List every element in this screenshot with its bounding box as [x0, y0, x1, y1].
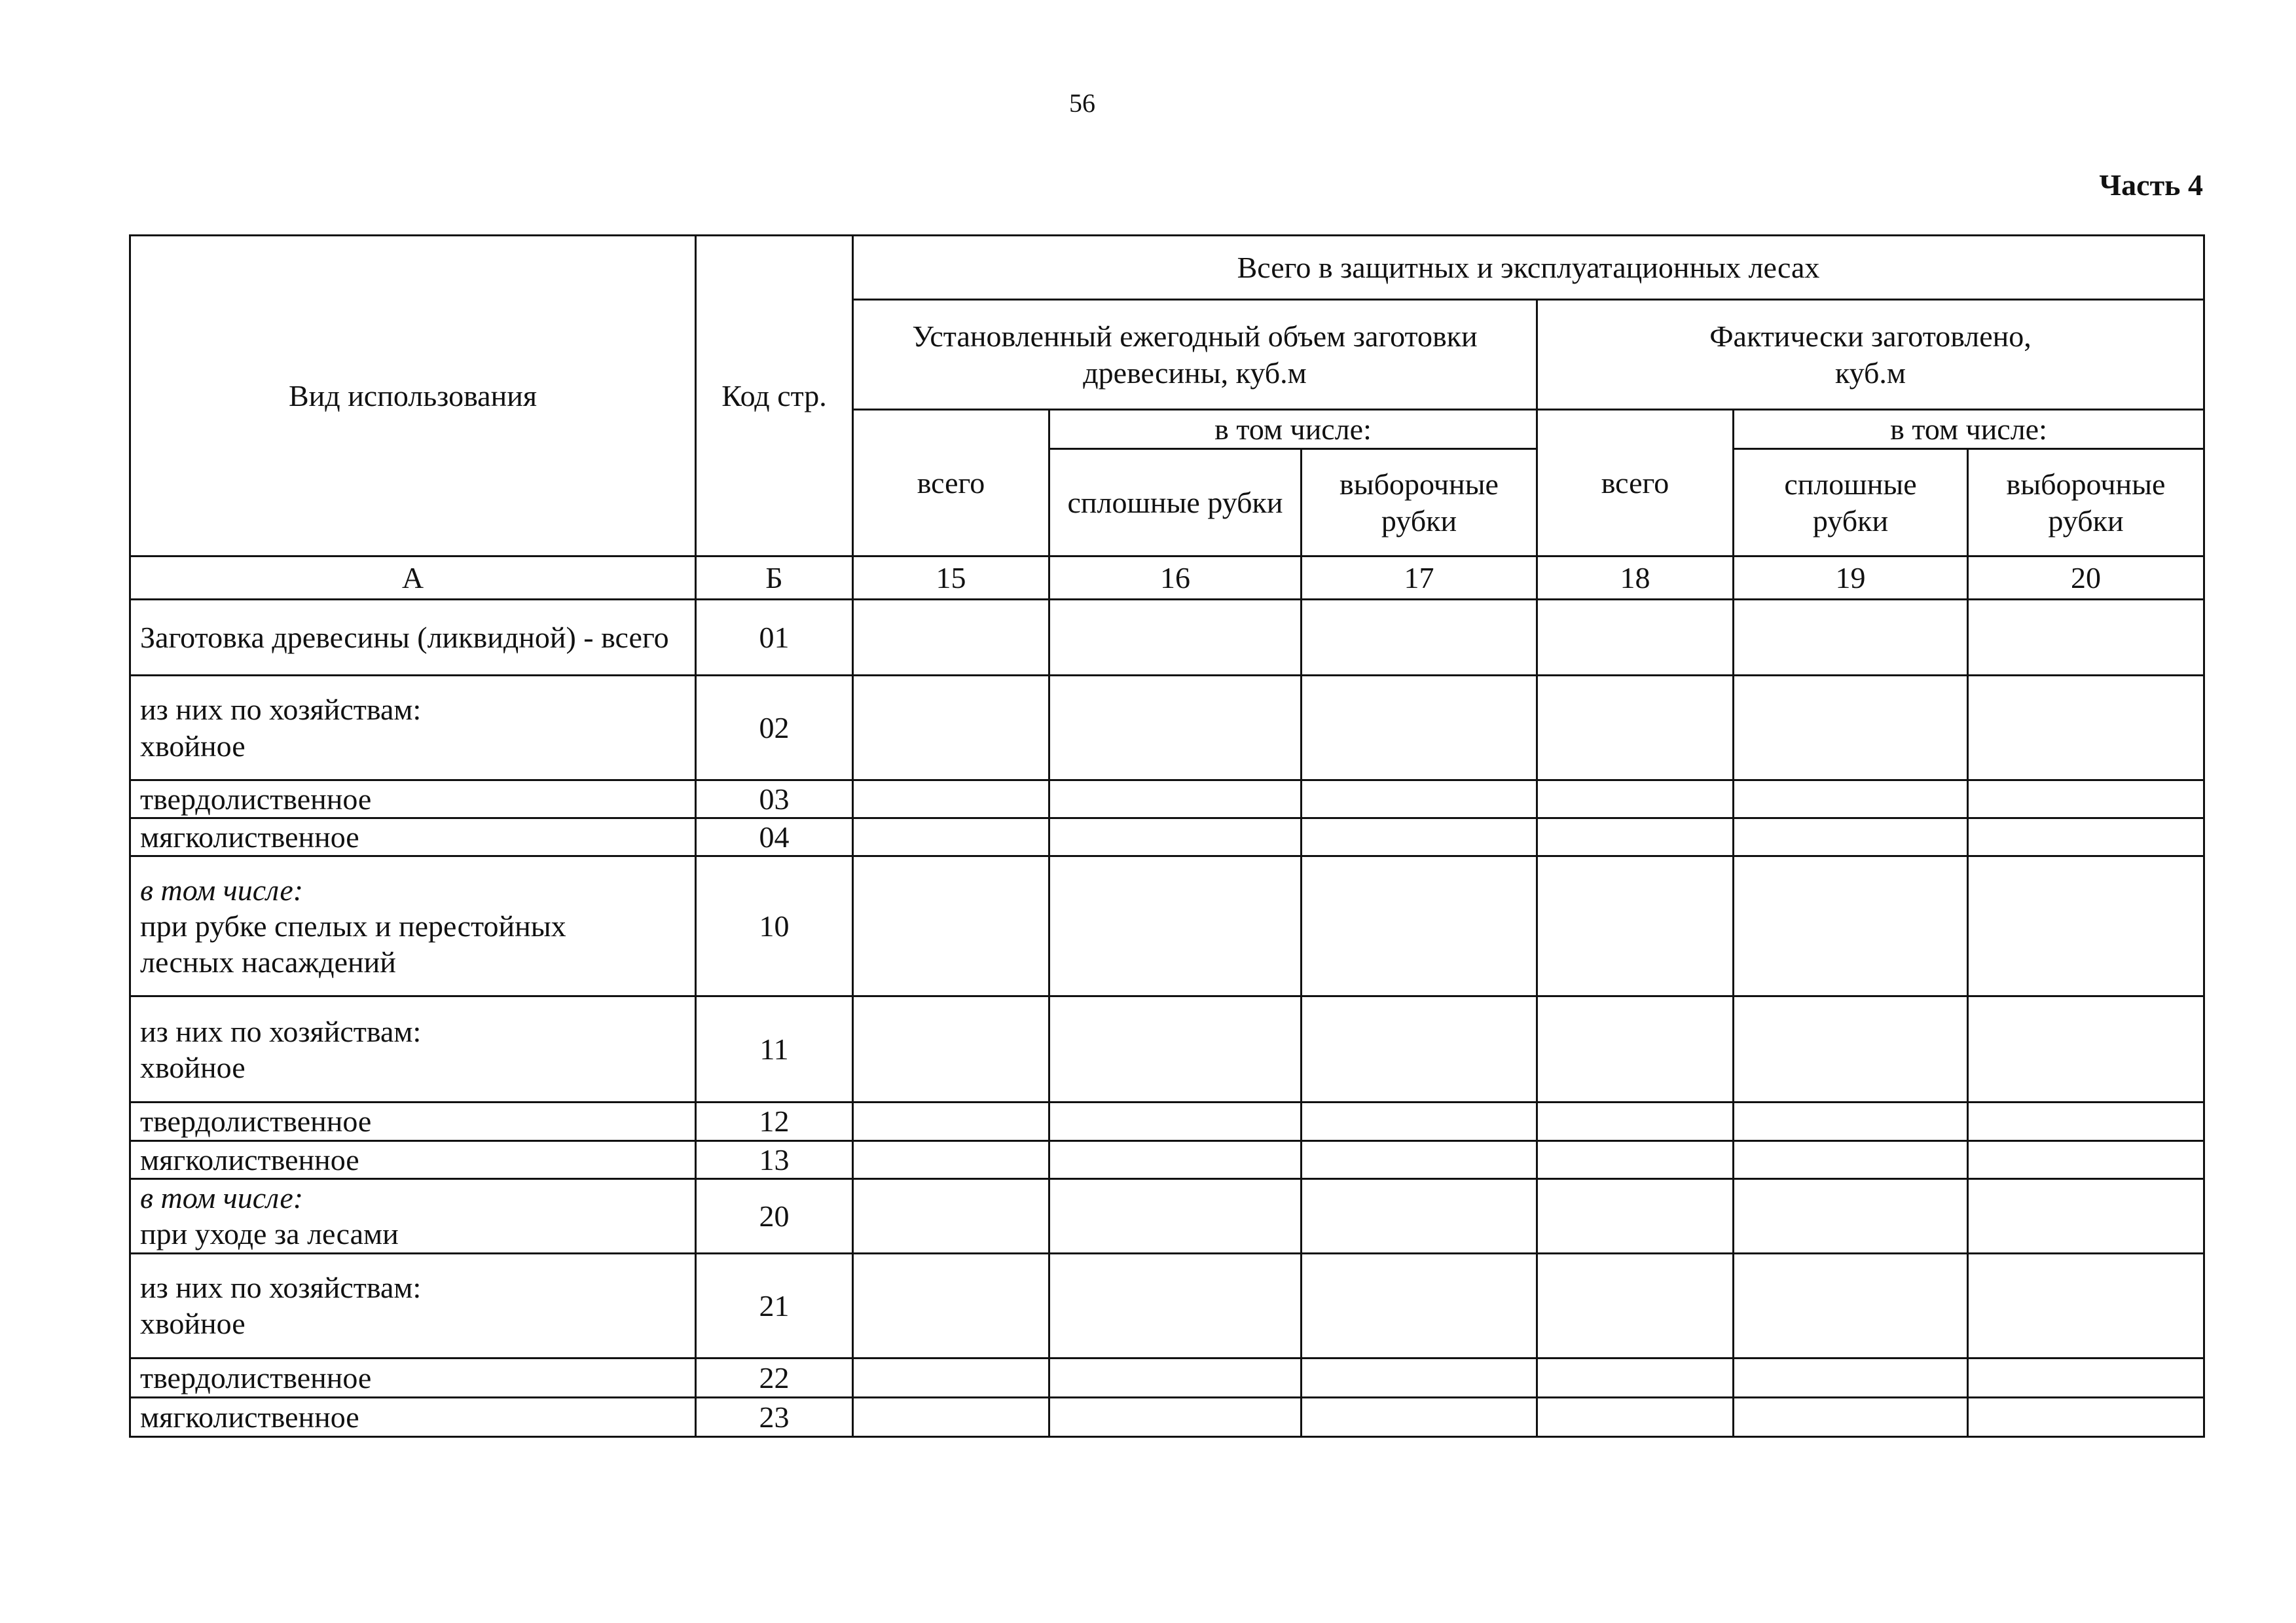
- value-cell[interactable]: [853, 856, 1049, 996]
- row-label-italic: в том числе:: [140, 1181, 304, 1215]
- value-cell[interactable]: [853, 1140, 1049, 1178]
- value-cell[interactable]: [1968, 1397, 2204, 1436]
- header-actual-line1: Фактически заготовлено,: [1709, 319, 2032, 354]
- value-cell[interactable]: [1968, 1253, 2204, 1358]
- table-body: [130, 600, 2204, 1437]
- value-cell[interactable]: [1049, 1358, 1302, 1397]
- value-cell[interactable]: [1734, 1397, 1968, 1436]
- header-total-forests: Всего в защитных и эксплуатационных лесах: [853, 236, 2204, 300]
- header-actual-line2: куб.м: [1834, 356, 1906, 390]
- row-label: мягколиственное: [130, 818, 696, 856]
- column-number-a: А: [130, 556, 696, 600]
- row-code: 12: [696, 1103, 853, 1140]
- row-label: твердолиственное: [130, 780, 696, 818]
- value-cell[interactable]: [1049, 818, 1302, 856]
- value-cell[interactable]: [1049, 780, 1302, 818]
- column-number-15: 15: [853, 556, 1049, 600]
- value-cell[interactable]: [1734, 996, 1968, 1103]
- table-row: [130, 856, 2204, 996]
- row-label: [130, 856, 696, 996]
- header-established-volume: Установленный ежегодный объем заготовки древесины, куб.м: [853, 300, 1537, 410]
- value-cell[interactable]: [1537, 1397, 1734, 1436]
- value-cell[interactable]: [1302, 780, 1537, 818]
- value-cell[interactable]: [1734, 676, 1968, 780]
- table-row: [130, 1103, 2204, 1140]
- value-cell[interactable]: [1734, 1358, 1968, 1397]
- table-row: [130, 1397, 2204, 1436]
- row-code: 20: [696, 1178, 853, 1253]
- value-cell[interactable]: [853, 818, 1049, 856]
- row-label: твердолиственное: [130, 1358, 696, 1397]
- value-cell[interactable]: [1049, 1140, 1302, 1178]
- value-cell[interactable]: [1049, 996, 1302, 1103]
- value-cell[interactable]: [1302, 1253, 1537, 1358]
- column-number-19: 19: [1734, 556, 1968, 600]
- value-cell[interactable]: [853, 676, 1049, 780]
- value-cell[interactable]: [853, 996, 1049, 1103]
- value-cell[interactable]: [1734, 818, 1968, 856]
- timber-harvest-table: [129, 234, 2205, 1438]
- row-label-line1: из них по хозяйствам:: [140, 1271, 422, 1305]
- value-cell[interactable]: [1968, 600, 2204, 676]
- row-code: 04: [696, 818, 853, 856]
- value-cell[interactable]: [1968, 676, 2204, 780]
- value-cell[interactable]: [1302, 996, 1537, 1103]
- row-label: мягколиственное: [130, 1397, 696, 1436]
- row-label-line2: хвойное: [140, 1307, 246, 1341]
- row-label-line2: лесных насаждений: [140, 945, 396, 979]
- value-cell[interactable]: [1302, 818, 1537, 856]
- value-cell[interactable]: [853, 600, 1049, 676]
- column-number-b: Б: [696, 556, 853, 600]
- value-cell[interactable]: [1537, 856, 1734, 996]
- row-label: [130, 1253, 696, 1358]
- table-row: [130, 1253, 2204, 1358]
- value-cell[interactable]: [1734, 1140, 1968, 1178]
- row-code: 02: [696, 676, 853, 780]
- row-label-line1: при рубке спелых и перестойных: [140, 909, 566, 943]
- value-cell[interactable]: [853, 1358, 1049, 1397]
- value-cell[interactable]: [853, 1103, 1049, 1140]
- value-cell[interactable]: [1968, 856, 2204, 996]
- row-code: 01: [696, 600, 853, 676]
- column-number-16: 16: [1049, 556, 1302, 600]
- header-line-code: Код стр.: [696, 236, 853, 556]
- value-cell[interactable]: [853, 1178, 1049, 1253]
- row-code: 13: [696, 1140, 853, 1178]
- value-cell[interactable]: [1734, 780, 1968, 818]
- header-actually-harvested: [1537, 300, 2204, 410]
- header-usage-type: Вид использования: [130, 236, 696, 556]
- header-total-15: всего: [853, 410, 1049, 556]
- row-code: 23: [696, 1397, 853, 1436]
- row-code: 03: [696, 780, 853, 818]
- value-cell[interactable]: [1049, 600, 1302, 676]
- column-number-20: 20: [1968, 556, 2204, 600]
- part-label: Часть 4: [2099, 168, 2203, 202]
- value-cell[interactable]: [1968, 818, 2204, 856]
- value-cell[interactable]: [1537, 1103, 1734, 1140]
- row-code: 22: [696, 1358, 853, 1397]
- row-label: [130, 1178, 696, 1253]
- row-label-line2: хвойное: [140, 1050, 246, 1084]
- value-cell[interactable]: [853, 1397, 1049, 1436]
- value-cell[interactable]: [1537, 1178, 1734, 1253]
- table-header: [130, 236, 2204, 600]
- value-cell[interactable]: [1537, 1140, 1734, 1178]
- value-cell[interactable]: [1049, 676, 1302, 780]
- header-including-16-17: в том числе:: [1049, 410, 1537, 449]
- row-label: [130, 996, 696, 1103]
- row-code: 10: [696, 856, 853, 996]
- table-row: [130, 780, 2204, 818]
- value-cell[interactable]: [1537, 600, 1734, 676]
- value-cell[interactable]: [853, 780, 1049, 818]
- header-including-19-20: в том числе:: [1734, 410, 2204, 449]
- value-cell[interactable]: [1302, 1140, 1537, 1178]
- value-cell[interactable]: [1302, 1178, 1537, 1253]
- value-cell[interactable]: [1302, 856, 1537, 996]
- column-number-17: 17: [1302, 556, 1537, 600]
- row-label: [130, 676, 696, 780]
- value-cell[interactable]: [1537, 1253, 1734, 1358]
- row-label-line1: из них по хозяйствам:: [140, 693, 422, 727]
- page-number: 56: [1069, 88, 1095, 118]
- value-cell[interactable]: [1968, 996, 2204, 1103]
- value-cell[interactable]: [1049, 1178, 1302, 1253]
- row-label: Заготовка древесины (ликвидной) - всего: [130, 600, 696, 676]
- value-cell[interactable]: [1968, 1103, 2204, 1140]
- row-label-line1: из них по хозяйствам:: [140, 1014, 422, 1048]
- value-cell[interactable]: [1302, 1103, 1537, 1140]
- table-row: [130, 676, 2204, 780]
- value-cell[interactable]: [1302, 1397, 1537, 1436]
- row-code: 21: [696, 1253, 853, 1358]
- value-cell[interactable]: [1734, 1253, 1968, 1358]
- column-number-row: [130, 556, 2204, 600]
- value-cell[interactable]: [1968, 780, 2204, 818]
- value-cell[interactable]: [1049, 1397, 1302, 1436]
- header-clear-cut-19: сплошные рубки: [1734, 449, 1968, 556]
- column-number-18: 18: [1537, 556, 1734, 600]
- row-code: 11: [696, 996, 853, 1103]
- header-selective-cut-17: выборочные рубки: [1302, 449, 1537, 556]
- value-cell[interactable]: [1537, 996, 1734, 1103]
- header-selective-cut-20: выборочные рубки: [1968, 449, 2204, 556]
- value-cell[interactable]: [1734, 1103, 1968, 1140]
- table-row: [130, 1140, 2204, 1178]
- row-label-line1: при уходе за лесами: [140, 1217, 399, 1251]
- header-clear-cut-16: сплошные рубки: [1049, 449, 1302, 556]
- value-cell[interactable]: [1734, 1178, 1968, 1253]
- table-row: [130, 996, 2204, 1103]
- row-label-line2: хвойное: [140, 729, 246, 763]
- value-cell[interactable]: [1968, 1140, 2204, 1178]
- value-cell[interactable]: [1734, 856, 1968, 996]
- value-cell[interactable]: [1968, 1178, 2204, 1253]
- value-cell[interactable]: [1302, 1358, 1537, 1397]
- value-cell[interactable]: [1537, 1358, 1734, 1397]
- table-row: [130, 1178, 2204, 1253]
- value-cell[interactable]: [853, 1253, 1049, 1358]
- table-row: [130, 1358, 2204, 1397]
- value-cell[interactable]: [1302, 600, 1537, 676]
- value-cell[interactable]: [1537, 676, 1734, 780]
- value-cell[interactable]: [1302, 676, 1537, 780]
- row-label: мягколиственное: [130, 1140, 696, 1178]
- row-label: твердолиственное: [130, 1103, 696, 1140]
- row-label-italic: в том числе:: [140, 873, 304, 907]
- header-total-18: всего: [1537, 410, 1734, 556]
- value-cell[interactable]: [1968, 1358, 2204, 1397]
- table-row: [130, 818, 2204, 856]
- value-cell[interactable]: [1537, 780, 1734, 818]
- value-cell[interactable]: [1049, 1253, 1302, 1358]
- value-cell[interactable]: [1049, 856, 1302, 996]
- value-cell[interactable]: [1049, 1103, 1302, 1140]
- value-cell[interactable]: [1537, 818, 1734, 856]
- table-row: [130, 600, 2204, 676]
- value-cell[interactable]: [1734, 600, 1968, 676]
